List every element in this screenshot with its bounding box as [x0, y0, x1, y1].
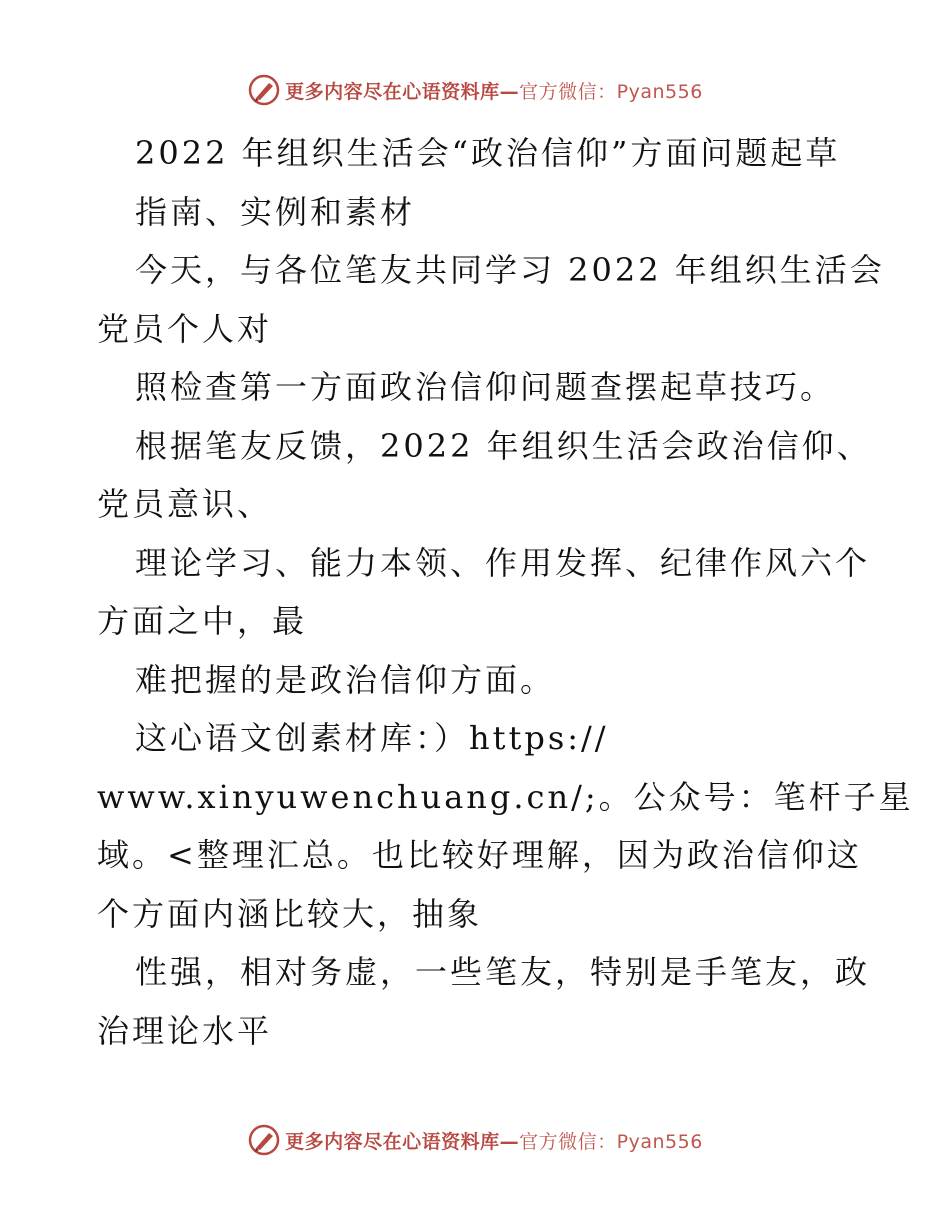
- pen-logo-icon: [247, 1123, 281, 1157]
- paragraph-line: 性强，相对务虚，一些笔友，特别是手笔友，政: [135, 953, 871, 991]
- paragraph-line: 治理论水平: [97, 1011, 273, 1050]
- paragraph-line: 域。<整理汇总。也比较好理解，因为政治信仰这: [97, 836, 862, 874]
- document-body: [97, 124, 914, 1060]
- paragraph-line: 党员意识、: [97, 485, 273, 523]
- header-watermark: [0, 70, 950, 110]
- paragraph-line: 今天，与各位笔友共同学习 2022 年组织生活会: [135, 251, 885, 289]
- header-brand: 更多内容尽在心语资料库—官方微信：Pyan556: [285, 80, 703, 103]
- footer-watermark: [0, 1120, 950, 1160]
- paragraph-line: 方面之中，最: [97, 602, 308, 640]
- paragraph-line: 根据笔友反馈，2022 年组织生活会政治信仰、: [135, 426, 872, 465]
- paragraph-line: 党员个人对: [97, 309, 273, 348]
- paragraph-line: 个方面内涵比较大，抽象: [97, 894, 483, 933]
- footer-brand: 更多内容尽在心语资料库—官方微信：Pyan556: [285, 1130, 703, 1153]
- title-line-1: 2022 年组织生活会“政治信仰”方面问题起草: [135, 134, 841, 172]
- pen-logo-icon: [247, 73, 281, 107]
- paragraph-line: 难把握的是政治信仰方面。: [135, 660, 556, 699]
- paragraph-line: www.xinyuwenchuang.cn/;。公众号：笔杆子星: [97, 777, 914, 816]
- paragraph-line: 照检查第一方面政治信仰问题查摆起草技巧。: [135, 368, 836, 406]
- paragraph-line: 理论学习、能力本领、作用发挥、纪律作风六个: [135, 543, 871, 582]
- paragraph-line: 这心语文创素材库：）https://: [135, 719, 609, 757]
- title-line-2: 指南、实例和素材: [135, 192, 416, 231]
